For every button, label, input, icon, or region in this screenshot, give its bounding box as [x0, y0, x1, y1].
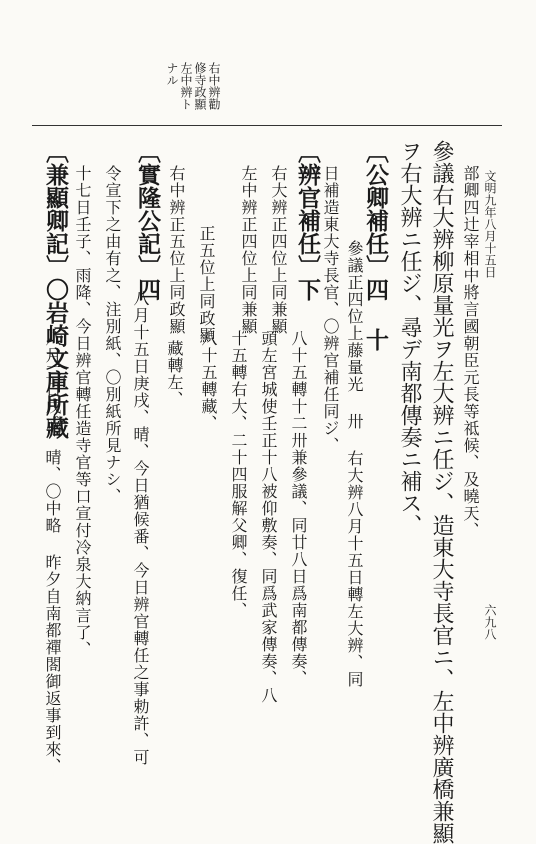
page-number: 六九八: [483, 604, 497, 640]
text-column: 〔公卿補任〕四 十: [362, 140, 389, 351]
text-column: 頭左宮城使壬正十八被仰敷奏、同爲武家傳奏、八: [259, 330, 278, 704]
margin-note-line: 修寺政顯: [193, 62, 207, 110]
text-column: 藏轉左、: [165, 340, 184, 408]
text-column: ヲ右大辨ニ任ジ、尋デ南都傳奏ニ補ス、: [397, 140, 422, 536]
margin-note-line: 右中辨勸: [207, 62, 221, 110]
text-column: 八十五轉藏、: [199, 330, 218, 432]
text-column: 參議右大辨柳原量光ヲ左大辨ニ任ジ、造東大寺長官ニ、左中辨廣橋兼顯: [429, 140, 454, 844]
text-column: 左中辨正四位上同兼顯: [239, 165, 258, 335]
text-column: 八月三日戊戌、晴、〇中略 昨夕自南都禪閤御返事到來、: [43, 330, 62, 775]
text-column: 〔兼顯卿記〕〇岩崎文庫所藏: [42, 140, 69, 439]
text-column: 十七日壬子、雨降、今日辨官轉任造寺官等口宣付冷泉大納言了、: [73, 165, 92, 658]
text-column: 令宣下之由有之、注別紙、〇別紙所見ナシ、: [103, 165, 122, 505]
margin-note-line: 左中辨ト: [179, 62, 193, 110]
text-column: 〔實隆公記〕四: [134, 140, 161, 301]
text-column: 部卿四辻宰相中將言國朝臣元長等祗候、及曉天、: [461, 165, 480, 539]
text-column: 八十五轉十二卅兼參議、同廿八日爲南都傳奏、: [289, 330, 308, 687]
text-column: 右大辨正四位上同兼顯: [269, 165, 288, 335]
text-column: 八月十五日庚戌、晴、今日猶候番、今日辨官轉任之事勅許、可: [131, 290, 150, 766]
text-column: 右中辨正五位上同政顯: [167, 165, 186, 335]
header-rule: [32, 125, 502, 126]
running-title: 文明九年八月十五日: [483, 170, 497, 278]
text-column: 日補造東大寺長官、〇辨官補任同ジ、: [321, 165, 340, 454]
text-column: 參議正四位上藤量光 卅 右大辨八月十五日轉左大辨、同: [345, 240, 364, 688]
text-column: 正五位上同政顯: [197, 225, 216, 344]
margin-note-line: ナル: [165, 62, 179, 86]
text-column: 十五轉右大、二十四服解父卿、復任、: [229, 330, 248, 619]
text-column: 〔辨官補任〕下: [294, 140, 321, 301]
